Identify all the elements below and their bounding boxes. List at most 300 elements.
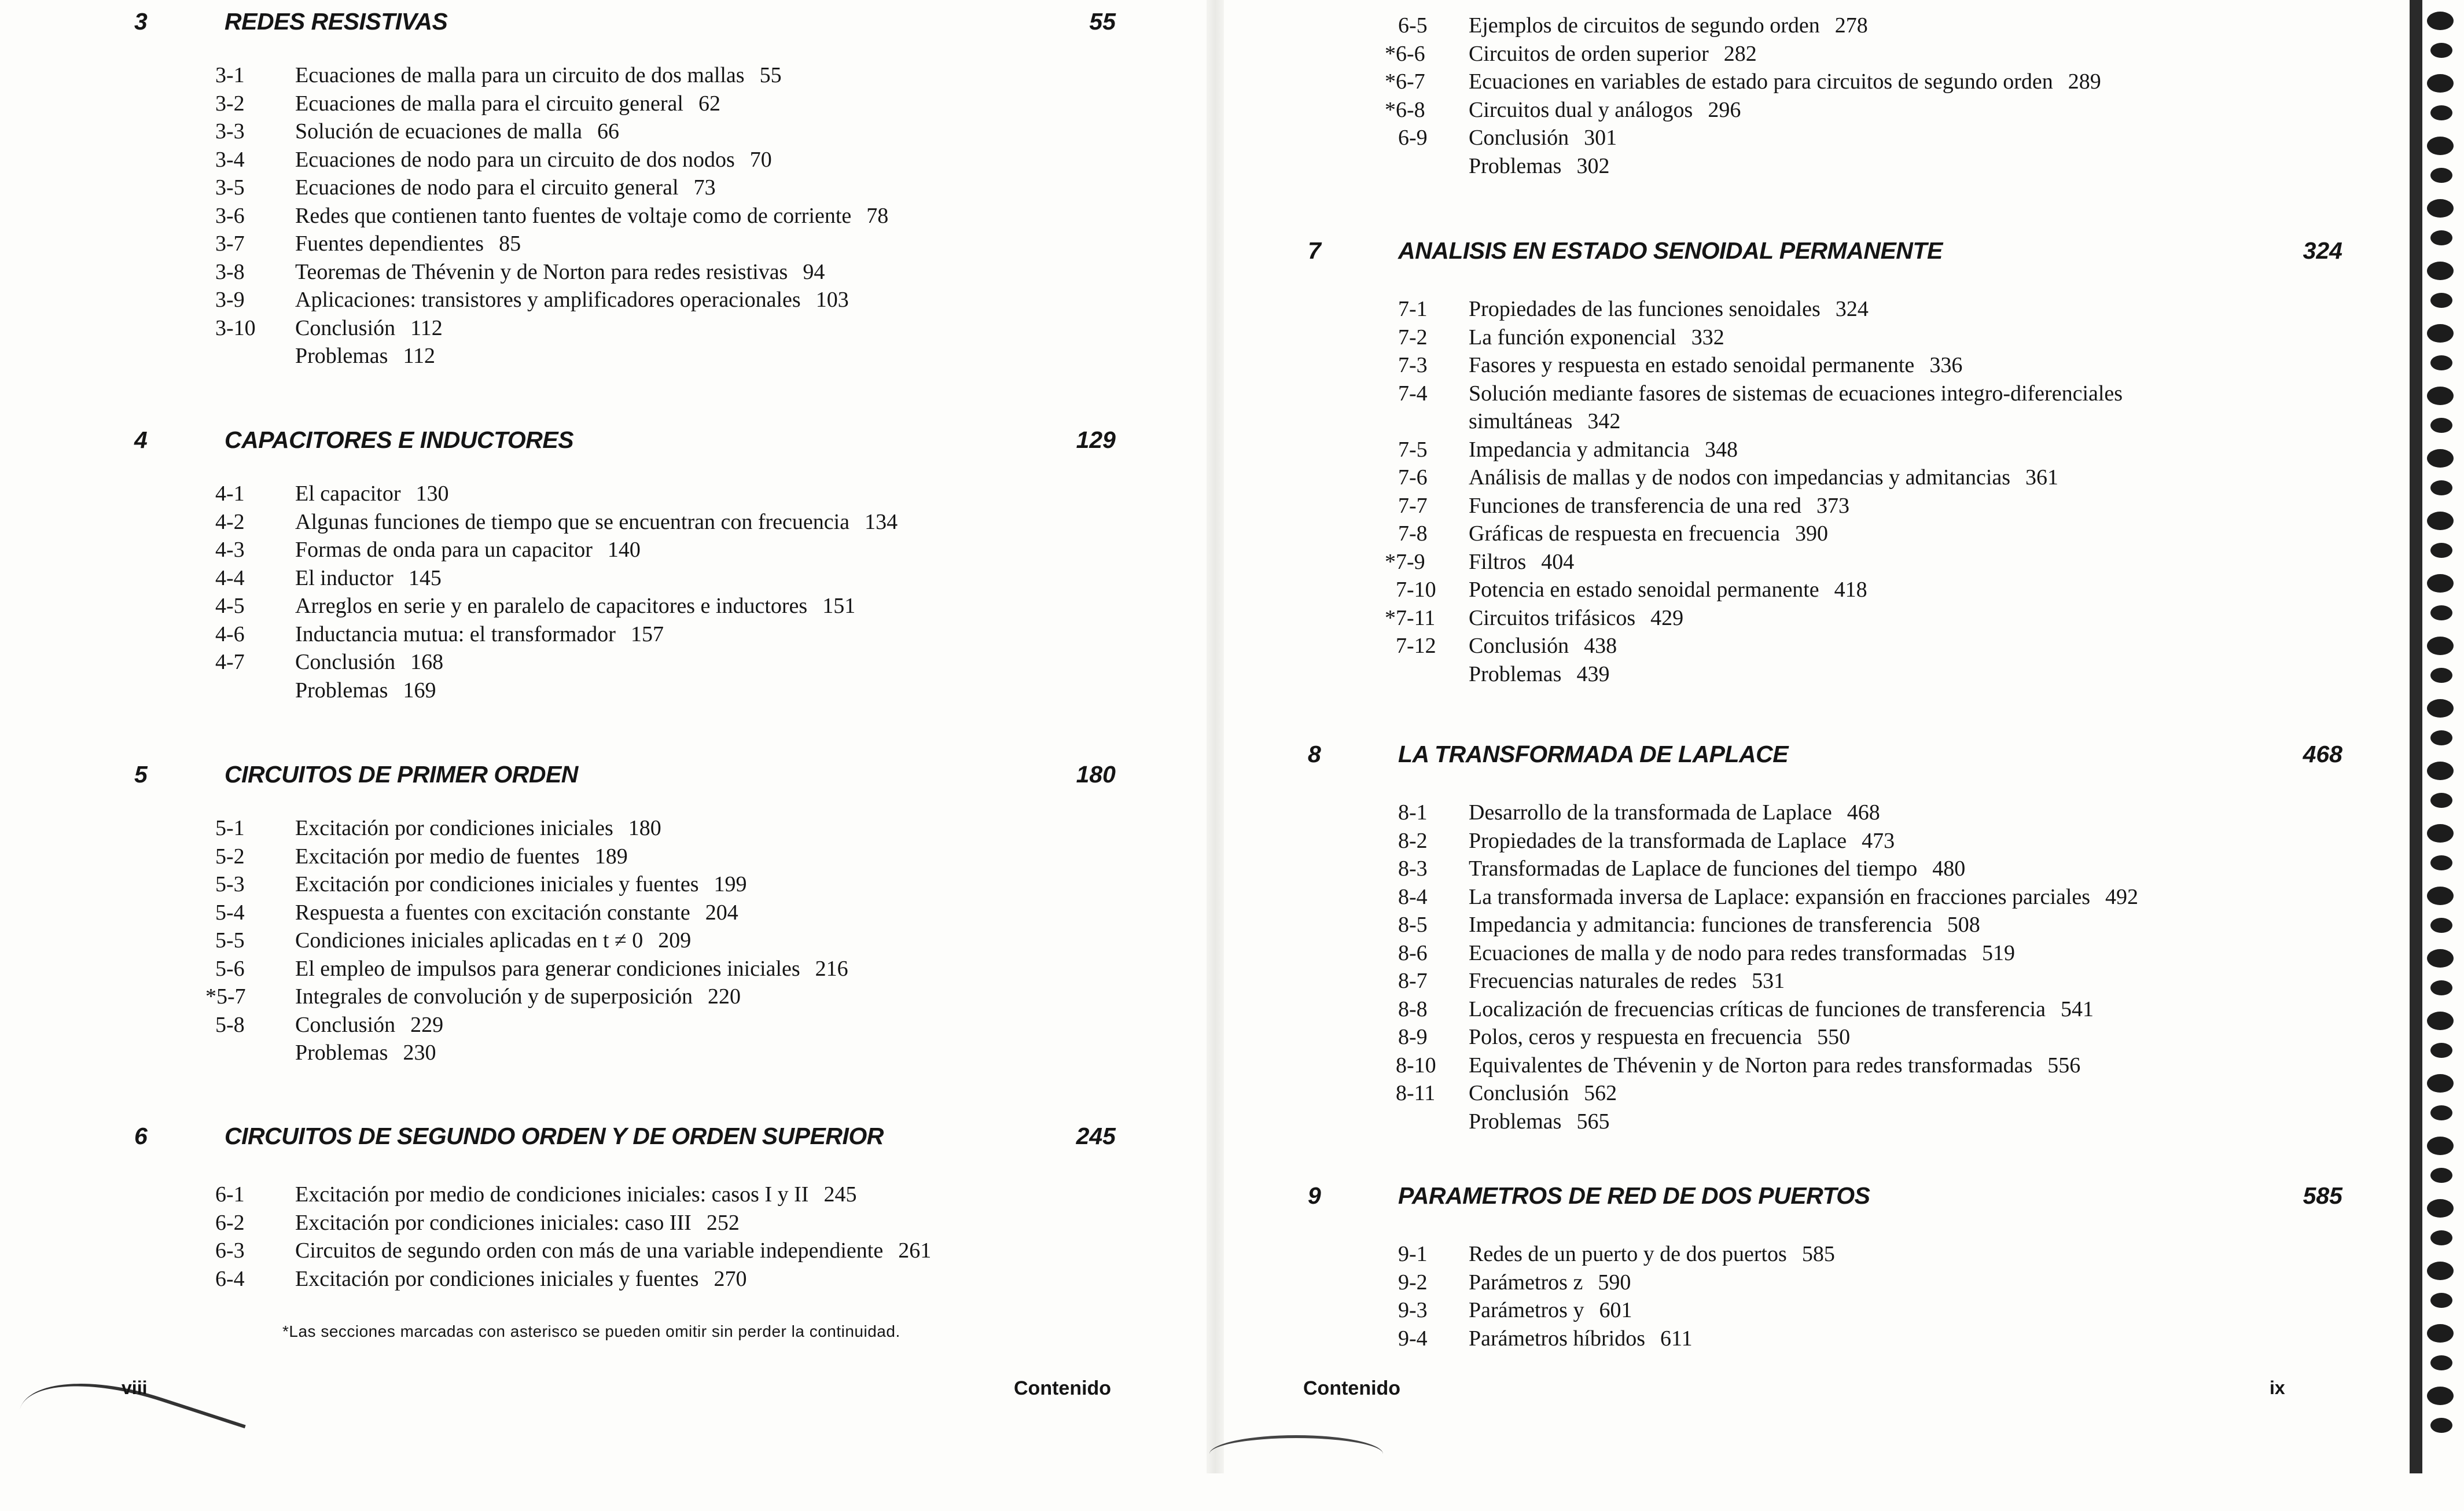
chapter-page-number: 180 (1076, 761, 1116, 788)
section-page-number: 245 (823, 1182, 857, 1207)
binding-ring (2430, 855, 2452, 870)
section-title-text (295, 174, 716, 202)
chapter-number: 4 (134, 427, 148, 453)
section-title-text (1469, 323, 1724, 352)
section-page-number: 220 (707, 984, 741, 1009)
binding-ring (2430, 1105, 2452, 1120)
section-page-number: 342 (1587, 409, 1621, 433)
binding-ring (2430, 1168, 2452, 1183)
section-title: Problemas (1469, 153, 1562, 178)
section-title-text (295, 1011, 443, 1039)
section-title: El inductor (295, 565, 393, 590)
section-title: Problemas (295, 344, 388, 368)
section-page-number: 94 (803, 259, 825, 284)
section-title-text (295, 286, 849, 314)
section-title: Formas de onda para un capacitor (295, 538, 593, 562)
chapter-heading (0, 1123, 1209, 1157)
section-title-text (295, 870, 747, 899)
binding-ring (2427, 1262, 2454, 1280)
section-title-text (1469, 967, 1785, 995)
section-title: Conclusión (295, 650, 396, 674)
chapter-heading (0, 761, 1209, 796)
section-title: Conclusión (295, 315, 396, 340)
binding-ring (2427, 574, 2454, 593)
chapter-page-number: 585 (2303, 1182, 2342, 1209)
section-number: 7-7 (1398, 493, 1428, 518)
section-title: Solución de ecuaciones de malla (295, 119, 582, 144)
section-title-text (1469, 548, 1574, 576)
chapter-page-number: 468 (2303, 741, 2342, 767)
section-page-number: 611 (1660, 1326, 1693, 1351)
binding-ring (2427, 1074, 2454, 1093)
chapter-page-number: 245 (1076, 1123, 1116, 1149)
binding-ring (2427, 887, 2454, 905)
right-running-title: Contenido (1303, 1377, 1401, 1399)
binding-ring (2430, 730, 2452, 745)
chapter-number: 8 (1308, 741, 1321, 767)
section-page-number: 468 (1847, 800, 1880, 825)
section-title: Respuesta a fuentes con excitación constante (295, 900, 690, 925)
section-title: Excitación por condiciones iniciales y fuentes (295, 1266, 699, 1291)
section-page-number: 204 (705, 900, 738, 925)
section-number: 4-6 (215, 622, 245, 646)
section-number: 6-3 (215, 1238, 245, 1263)
left-running-title: Contenido (1014, 1377, 1112, 1399)
section-title-text (1469, 380, 2138, 408)
section-number: 3-3 (215, 119, 245, 144)
section-title: Ecuaciones de nodo para el circuito general (295, 175, 679, 200)
chapter-title: CIRCUITOS DE SEGUNDO ORDEN Y DE ORDEN SUPERIOR (225, 1123, 884, 1149)
section-page-number: 565 (1576, 1109, 1610, 1134)
section-number: 4-5 (215, 594, 245, 618)
section-title: Polos, ceros y respuesta en frecuencia (1469, 1025, 1803, 1049)
section-page-number: 508 (1947, 913, 1980, 937)
section-title: simultáneas (1469, 409, 1573, 433)
binding-ring (2427, 74, 2454, 93)
section-page-number: 473 (1862, 828, 1895, 853)
binding-ring (2427, 1199, 2454, 1218)
section-title-text (1469, 492, 1849, 520)
section-title: Parámetros híbridos (1469, 1326, 1646, 1351)
section-title: Ecuaciones de malla para un circuito de dos mallas (295, 63, 745, 87)
chapter-title: REDES RESISTIVAS (225, 8, 448, 35)
section-title: Ecuaciones de nodo para un circuito de dos nodos (295, 147, 735, 172)
section-title: Equivalentes de Thévenin y de Norton para redes transformadas (1469, 1053, 2033, 1078)
section-title-text (1469, 436, 1738, 464)
section-title: Circuitos trifásicos (1469, 605, 1636, 630)
binding-ring (2430, 293, 2452, 308)
section-number: 5-2 (215, 844, 245, 869)
section-title: Circuitos de segundo orden con más de una variable independiente (295, 1238, 884, 1263)
section-page-number: 270 (714, 1266, 747, 1291)
section-title: Localización de frecuencias críticas de funciones de transferencia (1469, 997, 2046, 1021)
section-page-number: 348 (1704, 437, 1738, 462)
binding-ring (2430, 355, 2452, 370)
section-number: 5-6 (215, 956, 245, 981)
binding-ring (2427, 949, 2454, 968)
chapter-title: LA TRANSFORMADA DE LAPLACE (1398, 741, 1789, 767)
section-page-number: 438 (1584, 634, 1617, 658)
section-title-text (295, 1181, 856, 1209)
section-page-number: 169 (403, 678, 436, 703)
section-page-number: 404 (1541, 549, 1575, 574)
section-page-number: 62 (698, 91, 720, 116)
section-title: Conclusión (1469, 1081, 1569, 1105)
section-title: La transformada inversa de Laplace: expansión en fracciones parciales (1469, 884, 2091, 909)
section-title-text (1469, 96, 1741, 124)
section-number: 7-6 (1398, 465, 1428, 490)
section-page-number: 145 (408, 565, 442, 590)
binding-ring (2427, 1012, 2454, 1030)
section-number: 8-8 (1398, 997, 1428, 1021)
binding-ring (2427, 137, 2454, 155)
binding-ring (2427, 12, 2454, 30)
section-page-number: 418 (1834, 578, 1867, 602)
section-page-number: 199 (714, 872, 747, 896)
section-number: 4-3 (215, 538, 245, 562)
binding-ring (2430, 418, 2452, 433)
section-title: Condiciones iniciales aplicadas en t ≠ 0 (295, 928, 643, 953)
section-number: 3-8 (215, 259, 245, 284)
section-number: 3-5 (215, 175, 245, 200)
section-title-text (295, 927, 691, 955)
section-page-number: 324 (1835, 297, 1869, 321)
section-title-text (1469, 660, 1609, 689)
chapter-heading (1209, 741, 2464, 775)
section-number: 5-8 (215, 1012, 245, 1037)
section-page-number: 332 (1691, 325, 1724, 350)
section-title-text (1469, 1325, 1693, 1353)
section-title: Propiedades de la transformada de Laplace (1469, 828, 1847, 853)
section-page-number: 85 (499, 231, 521, 256)
chapter-heading (1209, 237, 2464, 272)
section-title: El empleo de impulsos para generar condiciones iniciales (295, 956, 800, 981)
section-title: Excitación por condiciones iniciales y fuentes (295, 872, 699, 896)
binding-ring (2430, 605, 2452, 620)
left-page (0, 0, 1209, 1473)
section-title: El capacitor (295, 481, 401, 506)
section-title: Solución mediante fasores de sistemas de ecuaciones integro-diferenciales (1469, 381, 2123, 406)
section-page-number: 519 (1981, 940, 2015, 965)
section-page-number: 189 (594, 844, 628, 869)
chapter-title: CIRCUITOS DE PRIMER ORDEN (225, 761, 578, 788)
section-page-number: 112 (410, 315, 443, 340)
section-page-number: 78 (866, 203, 889, 228)
section-page-number: 278 (1834, 13, 1868, 38)
section-title-text (295, 620, 664, 649)
section-number: *5-7 (205, 984, 246, 1009)
section-number: 4-7 (215, 650, 245, 674)
section-title: Ejemplos de circuitos de segundo orden (1469, 13, 1820, 38)
section-title: Problemas (295, 1041, 388, 1065)
binding-ring (2430, 168, 2452, 183)
section-title: Inductancia mutua: el transformador (295, 622, 616, 646)
section-title-text (295, 899, 738, 927)
chapter-page-number: 55 (1089, 8, 1116, 35)
section-title-text (295, 814, 661, 843)
section-title-text (1469, 152, 1609, 181)
section-title: Potencia en estado senoidal permanente (1469, 578, 1819, 602)
section-title-text (295, 1039, 436, 1067)
section-page-number: 209 (658, 928, 692, 953)
section-title-text (1469, 1269, 1631, 1297)
section-number: 6-2 (215, 1210, 245, 1235)
section-number: 9-4 (1398, 1326, 1428, 1351)
section-number: 9-1 (1398, 1242, 1428, 1266)
section-title-text (1469, 604, 1683, 633)
section-title-text (1469, 827, 1895, 855)
binding-ring (2427, 1387, 2454, 1405)
section-title-text (295, 983, 741, 1011)
section-page-number: 216 (815, 956, 848, 981)
section-page-number: 590 (1598, 1270, 1631, 1295)
section-page-number: 134 (865, 509, 898, 534)
binding-ring (2430, 105, 2452, 120)
chapter-title: CAPACITORES E INDUCTORES (225, 427, 574, 453)
section-number: 5-5 (215, 928, 245, 953)
section-page-number: 168 (410, 650, 444, 674)
section-title: Conclusión (1469, 126, 1569, 150)
section-title: Aplicaciones: transistores y amplificadores operacionales (295, 288, 801, 312)
section-number: 7-1 (1398, 297, 1428, 321)
section-title-text (1469, 40, 1757, 68)
section-number: 6-9 (1398, 126, 1428, 150)
section-title-text (1469, 1052, 2080, 1080)
section-title-text (295, 843, 628, 871)
chapter-number: 6 (134, 1123, 148, 1149)
section-page-number: 230 (403, 1041, 436, 1065)
section-title: Redes que contienen tanto fuentes de voltaje como de corriente (295, 203, 852, 228)
section-title: Ecuaciones en variables de estado para circuitos de segundo orden (1469, 69, 2053, 94)
section-number: 7-4 (1398, 381, 1428, 406)
section-page-number: 492 (2105, 884, 2139, 909)
section-title-text (295, 592, 855, 620)
section-number: 8-3 (1398, 856, 1428, 881)
binding-ring (2427, 699, 2454, 718)
section-title-text (295, 564, 442, 593)
section-title-text (295, 1237, 931, 1265)
section-page-number: 66 (597, 119, 619, 144)
binding-ring (2427, 824, 2454, 843)
section-title: La función exponencial (1469, 325, 1676, 350)
section-page-number: 550 (1817, 1025, 1851, 1049)
section-title: Impedancia y admitancia: funciones de transferencia (1469, 913, 1932, 937)
section-page-number: 130 (415, 481, 449, 506)
section-number: 6-4 (215, 1266, 245, 1291)
binding-ring (2427, 199, 2454, 218)
section-title: Excitación por condiciones iniciales: caso III (295, 1210, 692, 1235)
section-title-text (1469, 1108, 1609, 1136)
section-number: 3-2 (215, 91, 245, 116)
section-number: 7-10 (1396, 578, 1436, 602)
section-title-text (295, 314, 443, 343)
section-title: Análisis de mallas y de nodos con impedancias y admitancias (1469, 465, 2011, 490)
section-title-text (1469, 295, 1869, 323)
section-number: 8-5 (1398, 913, 1428, 937)
section-page-number: 140 (607, 538, 641, 562)
chapter-number: 9 (1308, 1182, 1321, 1209)
binding-ring (2427, 449, 2454, 468)
section-page-number: 261 (898, 1238, 932, 1263)
section-page-number: 112 (403, 344, 436, 368)
section-number: 4-1 (215, 481, 245, 506)
section-title-text (295, 955, 848, 983)
section-title-text (295, 61, 782, 90)
section-title: Ecuaciones de malla para el circuito general (295, 91, 683, 116)
right-folio: ix (2270, 1377, 2285, 1398)
section-page-number: 229 (410, 1012, 444, 1037)
section-title-text (295, 117, 619, 146)
section-page-number: 480 (1932, 856, 1966, 881)
binding-ring (2430, 668, 2452, 683)
section-number: *6-6 (1385, 41, 1425, 66)
section-page-number: 252 (706, 1210, 740, 1235)
binding-strip (2410, 0, 2422, 1473)
section-number: 8-10 (1396, 1053, 1436, 1078)
binding-ring (2427, 1324, 2454, 1343)
section-title: Problemas (1469, 1109, 1562, 1134)
section-number: *6-7 (1385, 69, 1425, 94)
section-title: Algunas funciones de tiempo que se encuentran con frecuencia (295, 509, 850, 534)
left-folio: viii (122, 1377, 148, 1398)
chapter-page-number: 129 (1076, 427, 1116, 453)
section-title: Frecuencias naturales de redes (1469, 969, 1737, 993)
section-page-number: 302 (1576, 153, 1610, 178)
section-title-text (1469, 1240, 1835, 1269)
section-title: Redes de un puerto y de dos puertos (1469, 1242, 1787, 1266)
section-title-text (1469, 995, 2094, 1024)
section-title-text (295, 90, 720, 118)
section-title-text (1469, 124, 1617, 152)
section-number: 8-9 (1398, 1025, 1428, 1049)
section-number: 7-12 (1396, 634, 1436, 658)
section-title-text (1469, 12, 1868, 40)
section-title: Fuentes dependientes (295, 231, 484, 256)
section-title-text (295, 230, 521, 258)
section-page-number: 103 (815, 288, 849, 312)
section-page-number: 556 (2047, 1053, 2081, 1078)
section-title: Circuitos de orden superior (1469, 41, 1709, 66)
section-title: Excitación por medio de condiciones iniciales: casos I y II (295, 1182, 809, 1207)
section-title: Problemas (295, 678, 388, 703)
section-title-text (295, 202, 888, 230)
binding-ring (2430, 43, 2452, 58)
section-title: Problemas (1469, 661, 1562, 686)
section-number: 7-5 (1398, 437, 1428, 462)
section-title-text (1469, 855, 1965, 883)
section-title: Circuitos dual y análogos (1469, 97, 1693, 122)
section-number: 5-1 (215, 816, 245, 840)
section-number: 7-3 (1398, 353, 1428, 377)
section-page-number: 439 (1576, 661, 1610, 686)
section-number: 9-3 (1398, 1298, 1428, 1322)
section-page-number: 390 (1795, 521, 1829, 546)
section-title-text (295, 258, 825, 286)
section-title-text (295, 1265, 747, 1293)
section-number: 7-8 (1398, 521, 1428, 546)
section-number: 5-4 (215, 900, 245, 925)
chapter-title: ANALISIS EN ESTADO SENOIDAL PERMANENTE (1398, 237, 1943, 264)
section-number: 8-7 (1398, 969, 1428, 993)
section-number: 3-7 (215, 231, 245, 256)
section-number: 6-5 (1398, 13, 1428, 38)
binding-ring (2430, 1418, 2452, 1433)
section-title-text (1469, 799, 1880, 827)
section-title-text (295, 146, 772, 174)
section-title-text (1469, 883, 2138, 911)
binding-ring (2427, 1137, 2454, 1155)
section-page-number: 601 (1599, 1298, 1632, 1322)
section-title-text (1469, 351, 1962, 380)
section-page-number: 55 (759, 63, 782, 87)
chapter-number: 7 (1308, 237, 1321, 264)
binding-ring (2430, 543, 2452, 558)
section-title: Fasores y respuesta en estado senoidal permanente (1469, 353, 1915, 377)
binding-ring (2430, 1355, 2452, 1370)
section-title: Excitación por medio de fuentes (295, 844, 580, 869)
section-page-number: 157 (630, 622, 664, 646)
section-title-text (1469, 407, 1620, 436)
section-title: Funciones de transferencia de una red (1469, 493, 1802, 518)
section-number: 9-2 (1398, 1270, 1428, 1295)
section-page-number: 336 (1929, 353, 1963, 377)
binding-ring (2430, 1293, 2452, 1308)
section-page-number: 531 (1752, 969, 1785, 993)
binding-ring (2430, 1043, 2452, 1058)
section-number: 4-2 (215, 509, 245, 534)
chapter-heading (0, 8, 1209, 43)
section-title-text (295, 677, 436, 705)
section-title: Ecuaciones de malla y de nodo para redes transformadas (1469, 940, 1967, 965)
section-number: 3-9 (215, 288, 245, 312)
section-page-number: 373 (1816, 493, 1850, 518)
section-title-text (1469, 520, 1828, 548)
section-title-text (295, 648, 443, 677)
section-page-number: 180 (628, 816, 661, 840)
right-page (1209, 0, 2464, 1473)
section-number: 3-4 (215, 147, 245, 172)
chapter-title: PARAMETROS DE RED DE DOS PUERTOS (1398, 1182, 1870, 1209)
binding-ring (2430, 918, 2452, 933)
section-title-text (1469, 1296, 1632, 1325)
footnote: *Las secciones marcadas con asterisco se pueden omitir sin perder la continuidad. (282, 1322, 900, 1340)
section-number: 4-4 (215, 565, 245, 590)
spiral-binding (2402, 0, 2464, 1473)
section-page-number: 282 (1723, 41, 1757, 66)
section-page-number: 585 (1801, 1242, 1835, 1266)
section-title-text (1469, 911, 1980, 939)
binding-ring (2427, 324, 2454, 343)
section-title-text (295, 536, 641, 564)
section-title-text (1469, 464, 2058, 492)
section-title-text (1469, 939, 2015, 968)
section-number: 7-2 (1398, 325, 1428, 350)
binding-ring (2427, 637, 2454, 655)
binding-ring (2427, 762, 2454, 780)
section-title-text (1469, 1079, 1617, 1108)
section-number: *6-8 (1385, 97, 1425, 122)
section-title-text (295, 342, 435, 370)
section-title-text (1469, 576, 1867, 604)
section-title: Teoremas de Thévenin y de Norton para redes resistivas (295, 259, 788, 284)
section-number: 8-4 (1398, 884, 1428, 909)
chapter-number: 3 (134, 8, 148, 35)
section-page-number: 151 (822, 594, 856, 618)
section-page-number: 361 (2025, 465, 2059, 490)
section-number: *7-11 (1385, 605, 1436, 630)
section-number: 3-1 (215, 63, 245, 87)
section-title: Arreglos en serie y en paralelo de capacitores e inductores (295, 594, 808, 618)
